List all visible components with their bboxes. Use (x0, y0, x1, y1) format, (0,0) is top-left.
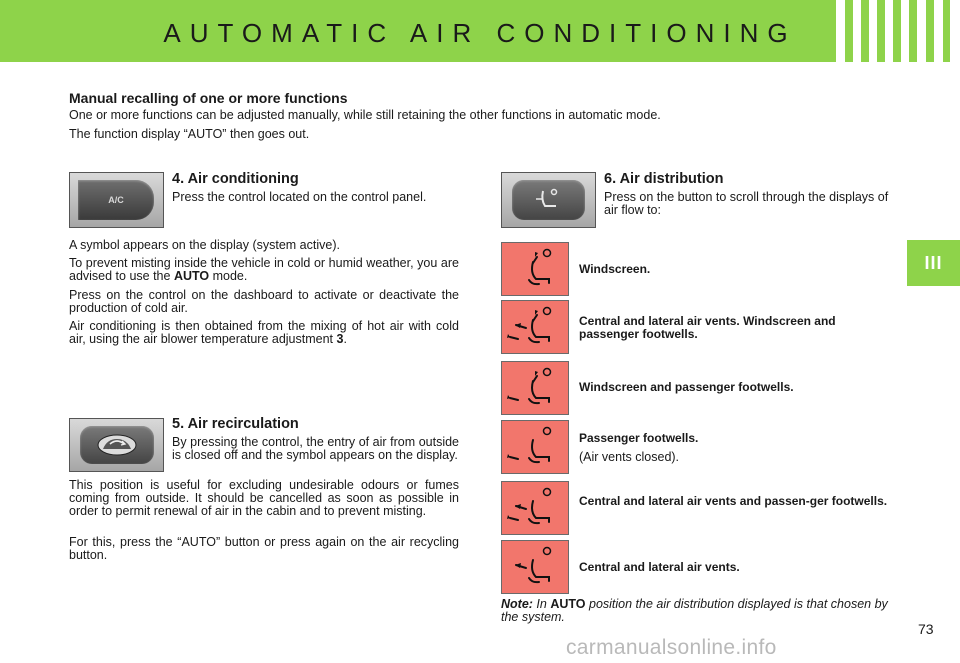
recirculation-para-2: For this, press the “AUTO” button or press again on the air recycling button. (69, 535, 459, 562)
footwell-airflow-icon (501, 420, 569, 474)
ac-para-4: Air conditioning is then obtained from the mixing of hot air with cold air, using the air blower temperature adjustment 3. (69, 319, 459, 346)
recirculation-button-icon (80, 426, 154, 464)
distribution-intro: Press on the button to scroll through the displays of air flow to: (604, 190, 889, 217)
mode-label-footwells: Passenger footwells. (579, 431, 699, 445)
car-recirculation-icon (95, 433, 139, 457)
recirculation-heading: 5. Air recirculation (172, 416, 299, 432)
chapter-tab: III (907, 240, 960, 286)
windscreen-footwell-airflow-icon (501, 361, 569, 415)
ac-heading: 4. Air conditioning (172, 171, 299, 187)
page-title: AUTOMATIC AIR CONDITIONING (163, 18, 797, 48)
note: Note: In AUTO position the air distribution displayed is that chosen by the system. (501, 597, 888, 624)
mode-label-vents: Central and lateral air vents. (579, 560, 740, 574)
mode-label-vents-footwells: Central and lateral air vents and passen-ger footwells. (579, 494, 888, 508)
page-number: 73 (918, 621, 934, 637)
recirculation-control-image (69, 418, 164, 472)
all-vents-airflow-icon (501, 300, 569, 354)
windscreen-airflow-icon (501, 242, 569, 296)
ac-para-1: A symbol appears on the display (system active). (69, 238, 340, 252)
mode-label-all-vents: Central and lateral air vents. Windscreen and passenger footwells. (579, 314, 836, 341)
distribution-control-image (501, 172, 596, 228)
distribution-heading: 6. Air distribution (604, 171, 724, 187)
ac-button-icon (78, 180, 154, 220)
distribution-button-icon (512, 180, 585, 220)
seat-airflow-icon (534, 187, 564, 213)
mode-sublabel-footwells: (Air vents closed). (579, 450, 680, 464)
recirculation-intro: By pressing the control, the entry of air from outside is closed off and the symbol appears on the display. (172, 435, 459, 462)
ac-intro: Press the control located on the control panel. (172, 190, 427, 204)
watermark[interactable]: carmanualsonline.info (566, 636, 777, 659)
vents-footwell-airflow-icon (501, 481, 569, 535)
ac-para-3: Press on the control on the dashboard to activate or deactivate the production of cold air. (69, 288, 459, 315)
ac-button-label: A/C (108, 195, 124, 205)
vents-airflow-icon (501, 540, 569, 594)
section-heading: Manual recalling of one or more functions (69, 90, 348, 106)
ac-para-2: To prevent misting inside the vehicle in cold or humid weather, you are advised to use the AUTO mode. (69, 256, 459, 283)
mode-label-windscreen: Windscreen. (579, 262, 651, 276)
intro-line-1: One or more functions can be adjusted manually, while still retaining the other functions in automatic mode. (69, 108, 661, 122)
mode-label-windscreen-footwells: Windscreen and passenger footwells. (579, 380, 794, 394)
ac-control-image (69, 172, 164, 228)
intro-line-2: The function display “AUTO” then goes out. (69, 127, 310, 141)
recirculation-para-1: This position is useful for excluding undesirable odours or fumes coming from outside. It should be cancelled as soon as possible in order to permit renewal of air in the cabin and to prevent misting. (69, 478, 459, 518)
